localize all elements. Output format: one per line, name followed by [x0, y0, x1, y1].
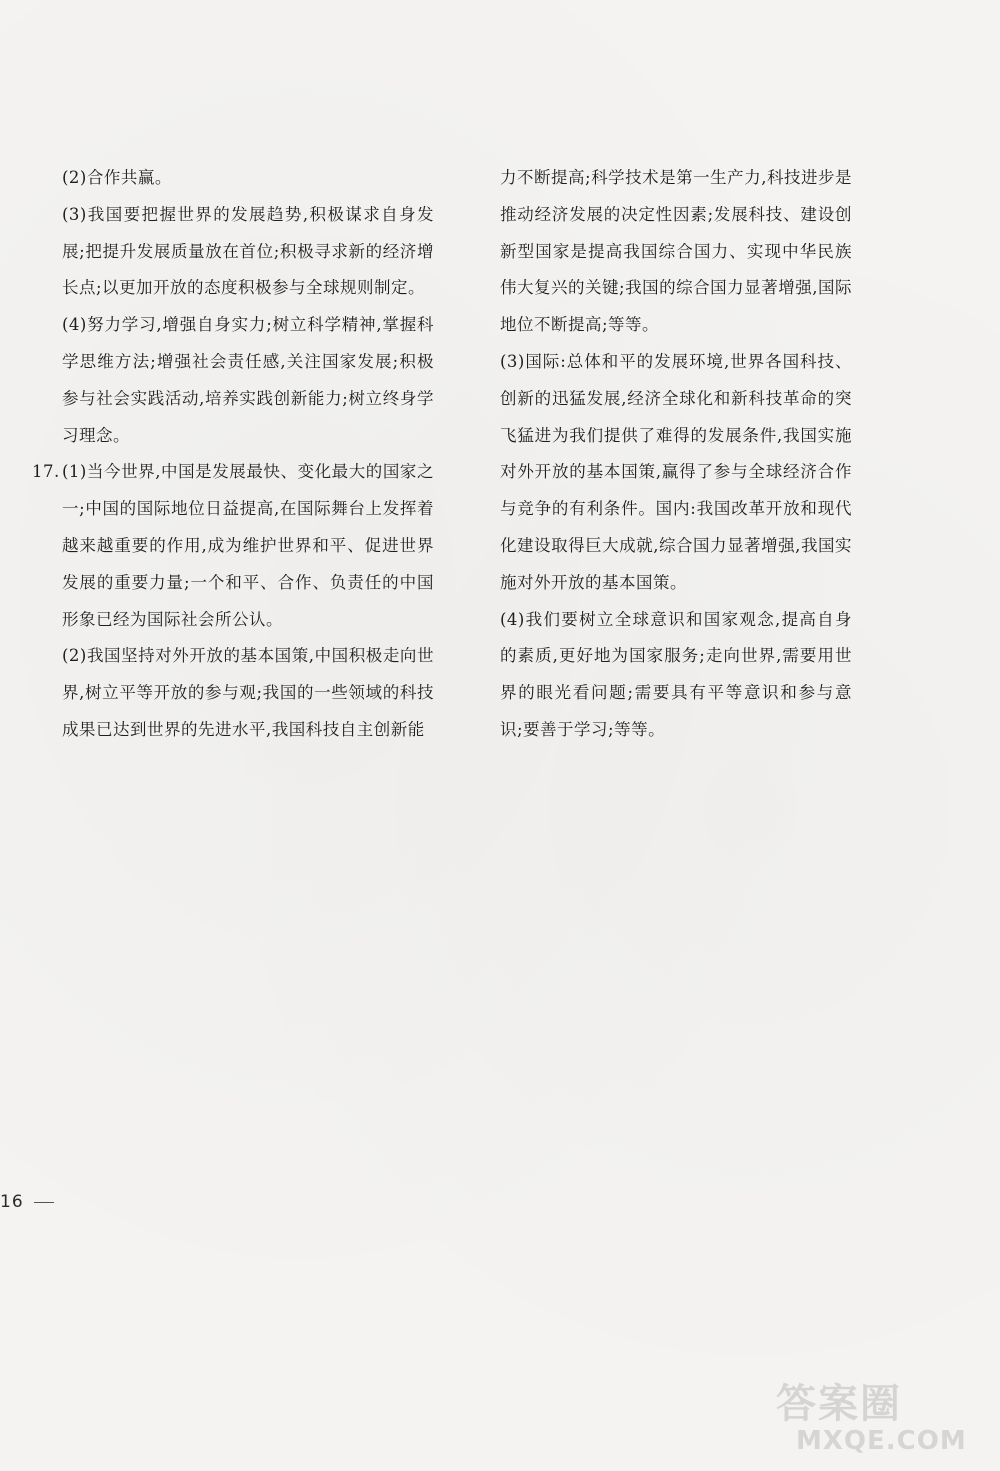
- answer-paragraph: (2)合作共赢。: [62, 168, 172, 187]
- question-17-block: [32, 454, 434, 638]
- answer-paragraph: (2)我国坚持对外开放的基本国策,中国积极走向世界,树立平等开放的参与观;我国的一些领域的科技成果已达到世界的先进水平,我国科技自主创新能: [62, 646, 434, 739]
- answer-paragraph: (1)当今世界,中国是发展最快、变化最大的国家之一;中国的国际地位日益提高,在国际舞台上发挥着越来越重要的作用,成为维护世界和平、促进世界发展的重要力量;一个和平、合作、负责任的中国形象已经为国际社会所公认。: [62, 462, 434, 629]
- answer-paragraph: (4)我们要树立全球意识和国家观念,提高自身的素质,更好地为国家服务;走向世界,需要用世界的眼光看问题;需要具有平等意识和参与意识;要善于学习;等等。: [500, 609, 852, 739]
- left-column: [32, 160, 434, 749]
- answer-paragraph: (3)我国要把握世界的发展趋势,积极谋求自身发展;把提升发展质量放在首位;积极寻求新的经济增长点;以更加开放的态度积极参与全球规则制定。: [62, 204, 434, 298]
- watermark-logo: [776, 1382, 986, 1462]
- page-number-text: 16: [0, 1192, 24, 1212]
- watermark-bottom-text: MXQE.COM: [796, 1426, 967, 1456]
- answer-paragraph: 力不断提高;科学技术是第一生产力,科技进步是推动经济发展的决定性因素;发展科技、建设创新型国家是提高我国综合国力、实现中华民族伟大复兴的关键;我国的综合国力显著增强,国际地位不断提高;等等。: [500, 168, 852, 335]
- right-column: [500, 160, 852, 749]
- watermark-top-text: 答案圈: [776, 1381, 902, 1427]
- answer-paragraph: (4)努力学习,增强自身实力;树立科学精神,掌握科学思维方法;增强社会责任感,关注国家发展;积极参与社会实践活动,培养实践创新能力;树立终身学习理念。: [62, 315, 434, 445]
- question-number: 17.: [32, 462, 60, 482]
- page-number-dash: [34, 1202, 54, 1203]
- page-number: [0, 1192, 54, 1212]
- answer-paragraph: (3)国际:总体和平的发展环境,世界各国科技、创新的迅猛发展,经济全球化和新科技革命的突飞猛进为我们提供了难得的发展条件,我国实施对外开放的基本国策,赢得了参与全球经济合作与竞争的有利条件。国内:我国改革开放和现代化建设取得巨大成就,综合国力显著增强,我国实施对外开放的基本国策。: [500, 351, 852, 592]
